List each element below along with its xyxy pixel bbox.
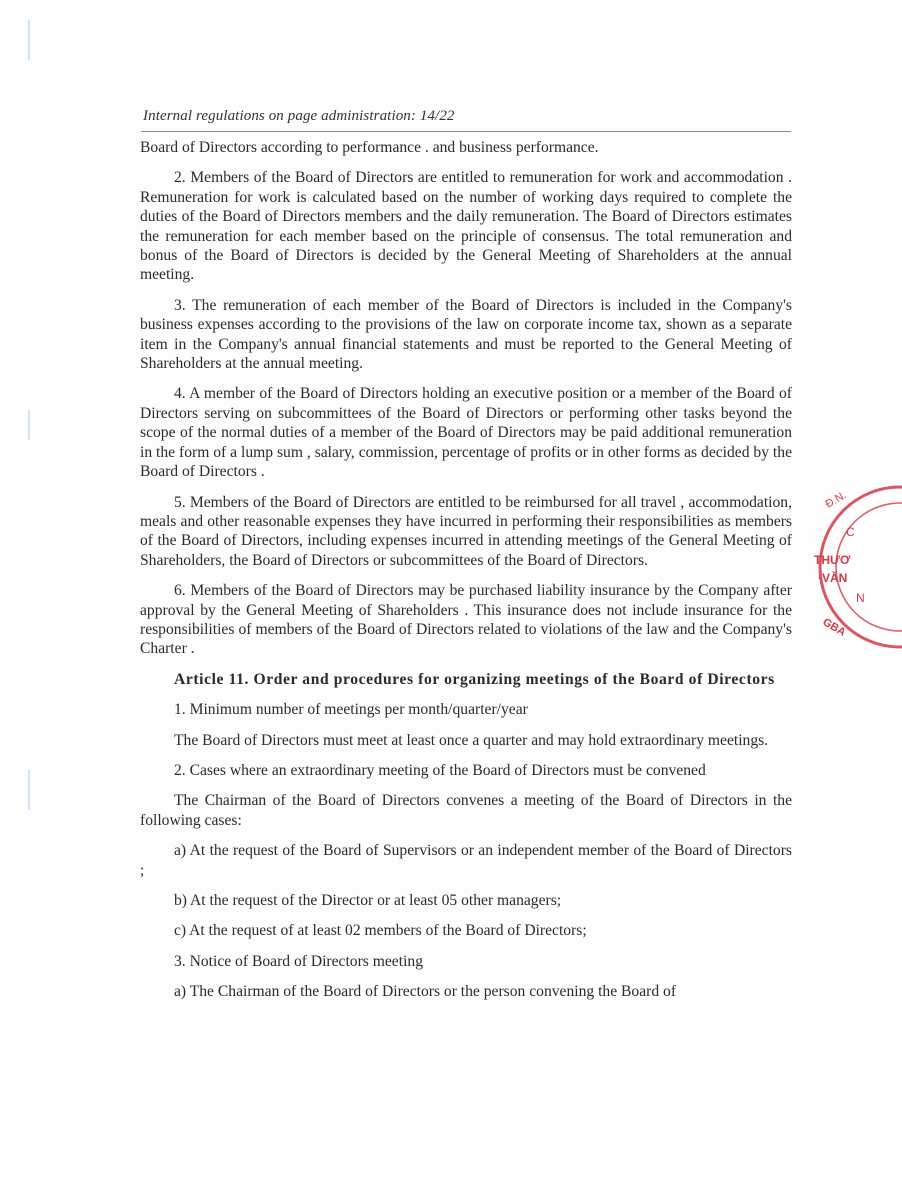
article-paragraph: b) At the request of the Director or at least 05 other managers; <box>174 892 562 909</box>
stamp-text: THƯƠ <box>814 553 851 567</box>
stamp-text: Đ.N. <box>823 489 849 511</box>
stamp-text: C <box>846 525 855 539</box>
stamp-text: ·VĂN <box>818 571 848 585</box>
running-header: Internal regulations on page administration: 14/22 <box>143 108 455 124</box>
article-paragraph: a) At the request of the Board of Supervisors or an independent member of the Board of Directors ; <box>140 842 792 879</box>
scan-margin-mark <box>28 410 30 440</box>
paragraph-clause-5: 5. Members of the Board of Directors are entitled to be reimbursed for all travel , accommodation, meals and other reasonable expenses they have incurred in performing their responsibilities as members of the Board of Directors, including expenses incurred in attending meetings of the General Meeting of Shareholders, the Board of Directors or subcommittees of the Board of Directors. <box>140 493 792 569</box>
scan-margin-mark <box>28 20 30 60</box>
article-paragraph: a) The Chairman of the Board of Directors or the person convening the Board of <box>174 983 677 1001</box>
article-paragraph: 2. Cases where an extraordinary meeting of the Board of Directors must be convened <box>174 761 706 779</box>
header-rule <box>141 131 791 132</box>
article-paragraph: 1. Minimum number of meetings per month/quarter/year <box>174 701 528 719</box>
paragraph-clause-3: 3. The remuneration of each member of the Board of Directors is included in the Company's business expenses according to the provisions of the law on corporate income tax, shown as a separate item in the Company's annual financial statements and must be reported to the General Meeting of Shareholders at the annual meeting. <box>140 296 792 373</box>
company-seal-stamp <box>812 478 902 656</box>
paragraph-continuation: Board of Directors according to performance . and business performance. <box>140 139 599 156</box>
article-paragraph: The Chairman of the Board of Directors convenes a meeting of the Board of Directors in the following cases: <box>140 792 792 829</box>
paragraph-clause-6: 6. Members of the Board of Directors may be purchased liability insurance by the Company after approval by the General Meeting of Shareholders . This insurance does not include insurance for the responsibilities of members of the Board of Directors related to violations of the law and the Company's Charter . <box>140 582 792 658</box>
paragraph-clause-2: 2. Members of the Board of Directors are entitled to remuneration for work and accommodation . Remuneration for work is calculated based on the number of working days required to complete the duties of the Board of Directors members and the daily remuneration. The Board of Directors estimates the remuneration for each member based on the principle of consensus. The total remuneration and bonus of the Board of Directors is decided by the General Meeting of Shareholders at the annual meeting. <box>140 169 792 284</box>
scan-margin-mark <box>28 770 30 810</box>
article-paragraph: The Board of Directors must meet at least once a quarter and may hold extraordinary meetings. <box>174 731 769 749</box>
stamp-text: N <box>856 591 865 605</box>
article-11-heading: Article 11. Order and procedures for organizing meetings of the Board of Directors <box>174 670 775 688</box>
stamp-text: GBA <box>820 616 848 639</box>
paragraph-clause-4: 4. A member of the Board of Directors holding an executive position or a member of the Board of Directors serving on subcommittees of the Board of Directors or performing other tasks beyond the scope of the normal duties of a member of the Board of Directors may be paid additional remuneration in the form of a lump sum , salary, commission, percentage of profits or in other forms as decided by the Board of Directors . <box>140 385 792 481</box>
article-paragraph: c) At the request of at least 02 members of the Board of Directors; <box>174 922 587 940</box>
document-body <box>140 138 792 1013</box>
article-paragraph: 3. Notice of Board of Directors meeting <box>174 952 423 970</box>
